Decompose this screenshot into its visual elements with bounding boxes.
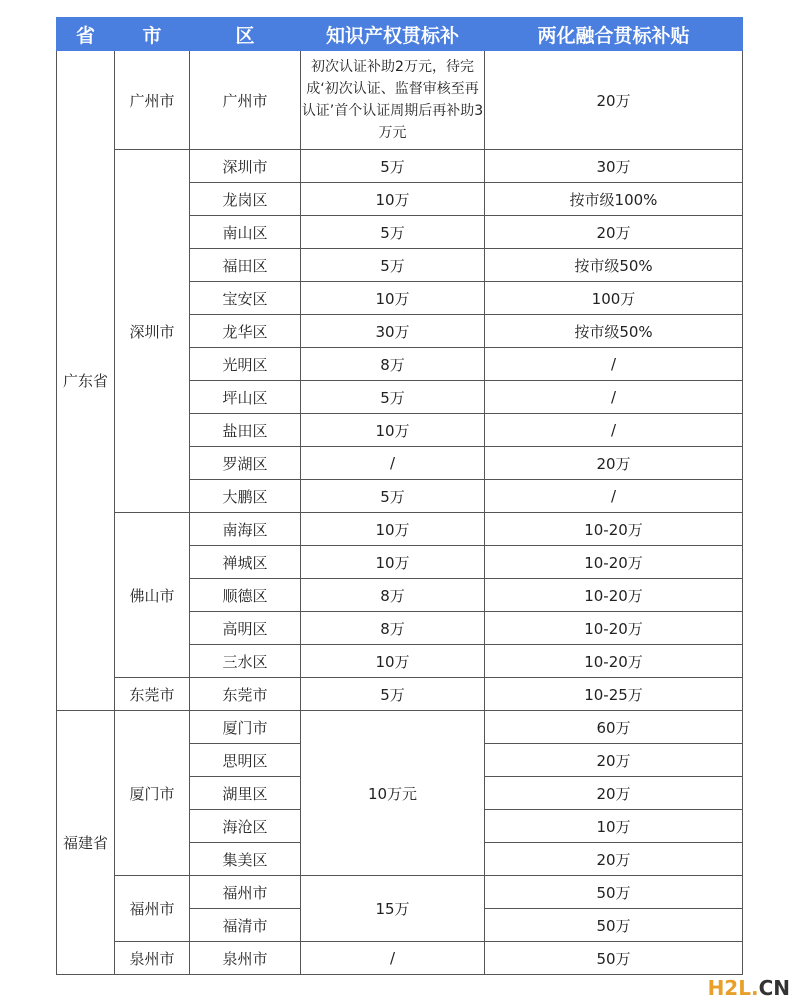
city-cell: 福州市 xyxy=(115,876,190,942)
watermark-h2l: H2L xyxy=(707,976,751,1000)
two-subsidy-cell: 50万 xyxy=(485,876,743,909)
site-watermark xyxy=(708,976,790,1000)
ip-subsidy-cell: 10万 xyxy=(301,546,485,579)
watermark-dot: . xyxy=(750,976,759,1000)
district-cell: 大鹏区 xyxy=(190,480,301,513)
ip-subsidy-cell: 8万 xyxy=(301,348,485,381)
district-cell: 广州市 xyxy=(190,51,301,150)
two-subsidy-cell: 20万 xyxy=(485,51,743,150)
two-subsidy-cell: 20万 xyxy=(485,843,743,876)
two-subsidy-cell: 按市级50% xyxy=(485,249,743,282)
district-cell: 福州市 xyxy=(190,876,301,909)
ip-subsidy-cell: 5万 xyxy=(301,381,485,414)
district-cell: 湖里区 xyxy=(190,777,301,810)
district-cell: 顺德区 xyxy=(190,579,301,612)
header-city: 市 xyxy=(115,18,190,51)
city-cell: 广州市 xyxy=(115,51,190,150)
two-subsidy-cell: 10万 xyxy=(485,810,743,843)
ip-subsidy-cell: 10万 xyxy=(301,183,485,216)
two-subsidy-cell: 按市级50% xyxy=(485,315,743,348)
ip-subsidy-cell: 10万 xyxy=(301,414,485,447)
subsidy-table xyxy=(56,17,743,975)
ip-subsidy-cell: 5万 xyxy=(301,480,485,513)
header-district: 区 xyxy=(190,18,301,51)
district-cell: 福清市 xyxy=(190,909,301,942)
two-subsidy-cell: 20万 xyxy=(485,744,743,777)
header-row xyxy=(57,18,743,51)
ip-subsidy-cell: 15万 xyxy=(301,876,485,942)
ip-subsidy-cell: / xyxy=(301,942,485,975)
table-row xyxy=(57,678,743,711)
two-subsidy-cell: / xyxy=(485,348,743,381)
city-cell: 深圳市 xyxy=(115,150,190,513)
ip-subsidy-cell: 10万 xyxy=(301,645,485,678)
province-cell: 广东省 xyxy=(57,51,115,711)
city-cell: 泉州市 xyxy=(115,942,190,975)
city-cell: 厦门市 xyxy=(115,711,190,876)
ip-subsidy-cell: / xyxy=(301,447,485,480)
city-cell: 佛山市 xyxy=(115,513,190,678)
district-cell: 盐田区 xyxy=(190,414,301,447)
two-subsidy-cell: 20万 xyxy=(485,777,743,810)
table-row xyxy=(57,942,743,975)
district-cell: 禅城区 xyxy=(190,546,301,579)
table-row xyxy=(57,51,743,150)
table-row xyxy=(57,711,743,744)
district-cell: 高明区 xyxy=(190,612,301,645)
ip-subsidy-cell: 10万 xyxy=(301,513,485,546)
district-cell: 厦门市 xyxy=(190,711,301,744)
two-subsidy-cell: 10-20万 xyxy=(485,612,743,645)
district-cell: 南山区 xyxy=(190,216,301,249)
ip-subsidy-cell: 8万 xyxy=(301,579,485,612)
header-two-integration-subsidy: 两化融合贯标补贴 xyxy=(485,18,743,51)
district-cell: 思明区 xyxy=(190,744,301,777)
header-province: 省 xyxy=(57,18,115,51)
district-cell: 龙岗区 xyxy=(190,183,301,216)
city-cell: 东莞市 xyxy=(115,678,190,711)
ip-subsidy-cell: 30万 xyxy=(301,315,485,348)
watermark-cn: CN xyxy=(758,976,790,1000)
ip-subsidy-cell: 10万 xyxy=(301,282,485,315)
district-cell: 南海区 xyxy=(190,513,301,546)
ip-subsidy-cell: 5万 xyxy=(301,249,485,282)
two-subsidy-cell: 20万 xyxy=(485,216,743,249)
header-ip-subsidy: 知识产权贯标补 xyxy=(301,18,485,51)
two-subsidy-cell: / xyxy=(485,381,743,414)
two-subsidy-cell: 50万 xyxy=(485,942,743,975)
ip-subsidy-cell: 5万 xyxy=(301,678,485,711)
ip-subsidy-cell: 10万元 xyxy=(301,711,485,876)
ip-subsidy-cell: 5万 xyxy=(301,150,485,183)
two-subsidy-cell: 10-20万 xyxy=(485,546,743,579)
district-cell: 泉州市 xyxy=(190,942,301,975)
two-subsidy-cell: / xyxy=(485,480,743,513)
two-subsidy-cell: 10-20万 xyxy=(485,513,743,546)
district-cell: 坪山区 xyxy=(190,381,301,414)
two-subsidy-cell: 10-20万 xyxy=(485,645,743,678)
ip-subsidy-cell: 初次认证补助2万元，待完成‘初次认证、监督审核至再认证’首个认证周期后再补助3万元 xyxy=(301,51,485,150)
table-row xyxy=(57,513,743,546)
two-subsidy-cell: 10-20万 xyxy=(485,579,743,612)
ip-subsidy-cell: 8万 xyxy=(301,612,485,645)
two-subsidy-cell: 20万 xyxy=(485,447,743,480)
two-subsidy-cell: 10-25万 xyxy=(485,678,743,711)
district-cell: 宝安区 xyxy=(190,282,301,315)
district-cell: 东莞市 xyxy=(190,678,301,711)
ip-subsidy-cell: 5万 xyxy=(301,216,485,249)
two-subsidy-cell: 30万 xyxy=(485,150,743,183)
district-cell: 龙华区 xyxy=(190,315,301,348)
province-cell: 福建省 xyxy=(57,711,115,975)
district-cell: 福田区 xyxy=(190,249,301,282)
two-subsidy-cell: 60万 xyxy=(485,711,743,744)
district-cell: 深圳市 xyxy=(190,150,301,183)
table-row xyxy=(57,876,743,909)
two-subsidy-cell: 50万 xyxy=(485,909,743,942)
district-cell: 光明区 xyxy=(190,348,301,381)
table-row xyxy=(57,150,743,183)
two-subsidy-cell: / xyxy=(485,414,743,447)
two-subsidy-cell: 100万 xyxy=(485,282,743,315)
district-cell: 三水区 xyxy=(190,645,301,678)
district-cell: 罗湖区 xyxy=(190,447,301,480)
district-cell: 海沧区 xyxy=(190,810,301,843)
two-subsidy-cell: 按市级100% xyxy=(485,183,743,216)
district-cell: 集美区 xyxy=(190,843,301,876)
